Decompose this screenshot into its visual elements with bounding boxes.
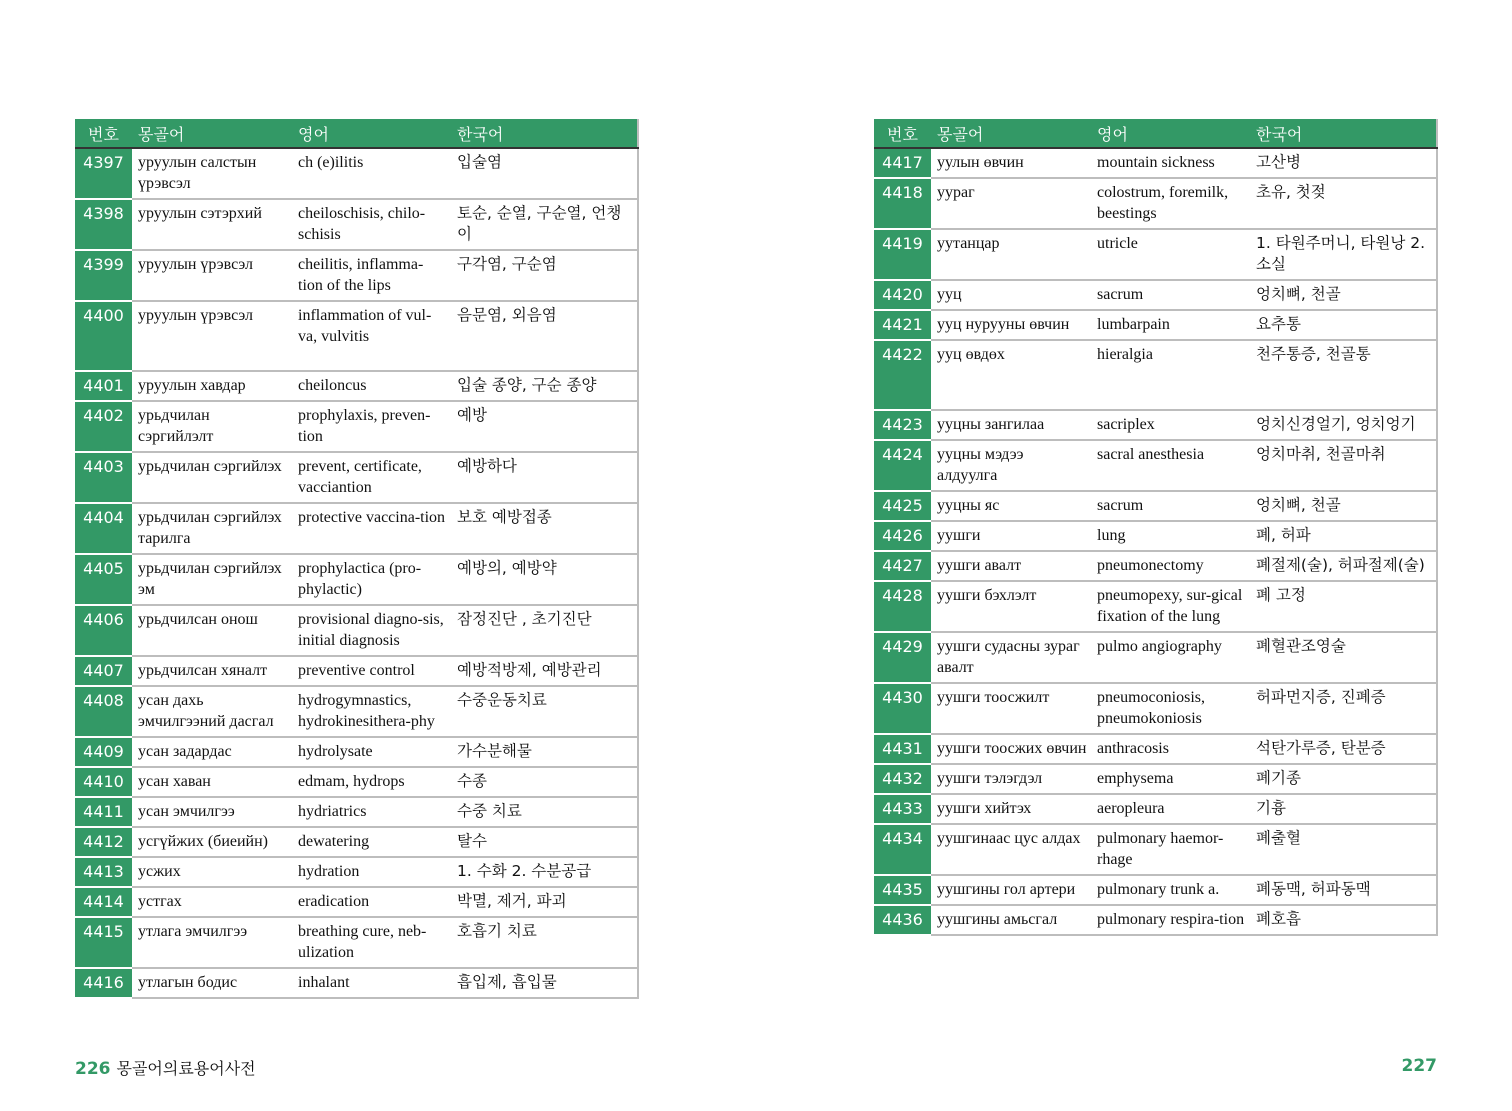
cell-number: 4433 <box>874 794 931 824</box>
cell-number: 4421 <box>874 310 931 340</box>
cell-mongolian: усжих <box>132 857 292 887</box>
cell-english: sacral anesthesia <box>1091 440 1250 491</box>
cell-number: 4428 <box>874 581 931 632</box>
cell-number: 4402 <box>75 401 132 452</box>
cell-number: 4417 <box>874 148 931 178</box>
table-row <box>75 737 638 767</box>
cell-korean: 수종 <box>451 767 638 797</box>
cell-mongolian: уушги <box>931 521 1091 551</box>
cell-english: utricle <box>1091 229 1250 280</box>
cell-english: lung <box>1091 521 1250 551</box>
cell-number: 4409 <box>75 737 132 767</box>
table-row <box>75 503 638 554</box>
cell-korean: 구각염, 구순염 <box>451 250 638 301</box>
cell-korean: 1. 수화 2. 수분공급 <box>451 857 638 887</box>
cell-korean: 엉치뼈, 천골 <box>1250 491 1437 521</box>
table-row <box>874 280 1437 310</box>
cell-number: 4429 <box>874 632 931 683</box>
cell-mongolian: уураг <box>931 178 1091 229</box>
cell-number: 4413 <box>75 857 132 887</box>
cell-mongolian: усан хаван <box>132 767 292 797</box>
cell-english: hydrolysate <box>292 737 451 767</box>
table-body-left <box>75 148 638 998</box>
cell-number: 4424 <box>874 440 931 491</box>
cell-number: 4426 <box>874 521 931 551</box>
cell-mongolian: урьдчилсан хяналт <box>132 656 292 686</box>
table-row <box>75 401 638 452</box>
cell-korean: 초유, 첫젖 <box>1250 178 1437 229</box>
cell-english: sacriplex <box>1091 410 1250 440</box>
cell-number: 4406 <box>75 605 132 656</box>
cell-korean: 1. 타원주머니, 타원낭 2. 소실 <box>1250 229 1437 280</box>
footer-left <box>75 1056 256 1079</box>
cell-number: 4422 <box>874 340 931 410</box>
cell-english: inhalant <box>292 968 451 998</box>
cell-korean: 가수분해물 <box>451 737 638 767</box>
cell-korean: 폐혈관조영술 <box>1250 632 1437 683</box>
cell-english: mountain sickness <box>1091 148 1250 178</box>
page-number-right: 227 <box>1401 1056 1437 1076</box>
table-row <box>75 968 638 998</box>
cell-mongolian: уруулын сэтэрхий <box>132 199 292 250</box>
book-title: 몽골어의료용어사전 <box>116 1059 256 1078</box>
cell-korean: 입술염 <box>451 148 638 199</box>
cell-korean: 허파먼지증, 진폐증 <box>1250 683 1437 734</box>
cell-english: inflammation of vul-va, vulvitis <box>292 301 451 371</box>
cell-english: eradication <box>292 887 451 917</box>
cell-english: sacrum <box>1091 280 1250 310</box>
header-english: 영어 <box>292 119 451 148</box>
cell-number: 4420 <box>874 280 931 310</box>
cell-english: hydriatrics <box>292 797 451 827</box>
cell-mongolian: уруулын хавдар <box>132 371 292 401</box>
cell-number: 4431 <box>874 734 931 764</box>
header-number: 번호 <box>75 119 132 148</box>
cell-english: cheilitis, inflamma-tion of the lips <box>292 250 451 301</box>
cell-english: protective vaccina-tion <box>292 503 451 554</box>
cell-mongolian: уутанцар <box>931 229 1091 280</box>
table-row <box>874 521 1437 551</box>
header-korean: 한국어 <box>451 119 638 148</box>
cell-korean: 토순, 순열, 구순열, 언챙이 <box>451 199 638 250</box>
cell-number: 4436 <box>874 905 931 935</box>
cell-mongolian: уруулын үрэвсэл <box>132 250 292 301</box>
cell-number: 4400 <box>75 301 132 371</box>
cell-mongolian: утлага эмчилгээ <box>132 917 292 968</box>
cell-mongolian: урьдчилан сэргийлэлт <box>132 401 292 452</box>
cell-korean: 석탄가루증, 탄분증 <box>1250 734 1437 764</box>
cell-korean: 박멸, 제거, 파괴 <box>451 887 638 917</box>
cell-mongolian: уушги хийтэх <box>931 794 1091 824</box>
cell-korean: 요추통 <box>1250 310 1437 340</box>
cell-korean: 폐출혈 <box>1250 824 1437 875</box>
cell-mongolian: ууцны мэдээ алдуулга <box>931 440 1091 491</box>
table-row <box>75 797 638 827</box>
cell-english: ch (e)ilitis <box>292 148 451 199</box>
cell-english: hieralgia <box>1091 340 1250 410</box>
header-korean: 한국어 <box>1250 119 1437 148</box>
cell-mongolian: уулын өвчин <box>931 148 1091 178</box>
cell-korean: 잠정진단 , 초기진단 <box>451 605 638 656</box>
cell-korean: 예방하다 <box>451 452 638 503</box>
table-row <box>75 301 638 371</box>
table-row <box>75 148 638 199</box>
cell-english: breathing cure, neb-ulization <box>292 917 451 968</box>
table-row <box>75 199 638 250</box>
cell-number: 4419 <box>874 229 931 280</box>
table-row <box>874 632 1437 683</box>
cell-english: cheiloncus <box>292 371 451 401</box>
table-row <box>874 551 1437 581</box>
cell-korean: 기흉 <box>1250 794 1437 824</box>
table-row <box>75 857 638 887</box>
table-row <box>75 452 638 503</box>
cell-mongolian: урьдчилан сэргийлэх <box>132 452 292 503</box>
table-row <box>874 683 1437 734</box>
cell-english: edmam, hydrops <box>292 767 451 797</box>
cell-number: 4430 <box>874 683 931 734</box>
cell-english: aeropleura <box>1091 794 1250 824</box>
cell-number: 4408 <box>75 686 132 737</box>
cell-number: 4435 <box>874 875 931 905</box>
header-mongolian: 몽골어 <box>931 119 1091 148</box>
table-row <box>874 340 1437 410</box>
cell-number: 4398 <box>75 199 132 250</box>
cell-number: 4432 <box>874 764 931 794</box>
cell-english: preventive control <box>292 656 451 686</box>
cell-korean: 폐호흡 <box>1250 905 1437 935</box>
cell-english: prevent, certificate, vacciantion <box>292 452 451 503</box>
cell-korean: 수중 치료 <box>451 797 638 827</box>
cell-english: pneumoconiosis, pneumokoniosis <box>1091 683 1250 734</box>
cell-number: 4403 <box>75 452 132 503</box>
cell-korean: 폐동맥, 허파동맥 <box>1250 875 1437 905</box>
cell-english: cheiloschisis, chilo-schisis <box>292 199 451 250</box>
cell-mongolian: уушгинаас цус алдах <box>931 824 1091 875</box>
cell-english: colostrum, foremilk, beestings <box>1091 178 1250 229</box>
header-english: 영어 <box>1091 119 1250 148</box>
cell-mongolian: уушги авалт <box>931 551 1091 581</box>
page-number-left: 226 <box>75 1059 111 1079</box>
cell-mongolian: ууцны яс <box>931 491 1091 521</box>
cell-korean: 엉치뼈, 천골 <box>1250 280 1437 310</box>
table-row <box>75 917 638 968</box>
cell-korean: 입술 종양, 구순 종양 <box>451 371 638 401</box>
cell-korean: 천주통증, 천골통 <box>1250 340 1437 410</box>
table-row <box>75 554 638 605</box>
cell-korean: 예방 <box>451 401 638 452</box>
table-row <box>874 410 1437 440</box>
table-row <box>874 148 1437 178</box>
cell-english: emphysema <box>1091 764 1250 794</box>
table-row <box>874 794 1437 824</box>
cell-number: 4415 <box>75 917 132 968</box>
cell-english: sacrum <box>1091 491 1250 521</box>
cell-number: 4416 <box>75 968 132 998</box>
table-header-row <box>874 119 1437 148</box>
cell-mongolian: усан эмчилгээ <box>132 797 292 827</box>
cell-english: anthracosis <box>1091 734 1250 764</box>
table-row <box>874 734 1437 764</box>
cell-korean: 탈수 <box>451 827 638 857</box>
table-row <box>874 824 1437 875</box>
cell-mongolian: уушги тэлэгдэл <box>931 764 1091 794</box>
cell-korean: 수중운동치료 <box>451 686 638 737</box>
cell-mongolian: усгүйжих (биеийн) <box>132 827 292 857</box>
cell-number: 4434 <box>874 824 931 875</box>
cell-number: 4427 <box>874 551 931 581</box>
cell-korean: 흡입제, 흡입물 <box>451 968 638 998</box>
cell-korean: 폐, 허파 <box>1250 521 1437 551</box>
cell-english: pulmo angiography <box>1091 632 1250 683</box>
table-row <box>75 686 638 737</box>
table-row <box>874 178 1437 229</box>
cell-number: 4405 <box>75 554 132 605</box>
cell-english: pulmonary respira-tion <box>1091 905 1250 935</box>
cell-mongolian: уруулын үрэвсэл <box>132 301 292 371</box>
cell-english: pneumopexy, sur-gical fixation of the lung <box>1091 581 1250 632</box>
cell-korean: 예방적방제, 예방관리 <box>451 656 638 686</box>
cell-english: prophylaxis, preven-tion <box>292 401 451 452</box>
table-row <box>874 875 1437 905</box>
table-row <box>874 581 1437 632</box>
table-row <box>874 905 1437 935</box>
cell-korean: 고산병 <box>1250 148 1437 178</box>
cell-mongolian: ууцны зангилаа <box>931 410 1091 440</box>
cell-mongolian: уушги бэхлэлт <box>931 581 1091 632</box>
cell-mongolian: уушгины амьсгал <box>931 905 1091 935</box>
cell-number: 4423 <box>874 410 931 440</box>
header-number: 번호 <box>874 119 931 148</box>
cell-mongolian: уушгины гол артери <box>931 875 1091 905</box>
cell-english: hydration <box>292 857 451 887</box>
cell-korean: 폐기종 <box>1250 764 1437 794</box>
cell-mongolian: уруулын салстын үрэвсэл <box>132 148 292 199</box>
dictionary-table-left <box>75 119 639 999</box>
table-row <box>75 827 638 857</box>
cell-korean: 음문염, 외음염 <box>451 301 638 371</box>
table-row <box>874 491 1437 521</box>
cell-number: 4401 <box>75 371 132 401</box>
cell-korean: 보호 예방접종 <box>451 503 638 554</box>
cell-mongolian: урьдчилан сэргийлэх тарилга <box>132 503 292 554</box>
cell-mongolian: ууц нурууны өвчин <box>931 310 1091 340</box>
cell-english: provisional diagno-sis, initial diagnosis <box>292 605 451 656</box>
table-header-row <box>75 119 638 148</box>
cell-mongolian: ууц өвдөх <box>931 340 1091 410</box>
table-row <box>874 310 1437 340</box>
table-row <box>874 764 1437 794</box>
cell-korean: 폐절제(술), 허파절제(술) <box>1250 551 1437 581</box>
cell-mongolian: утлагын бодис <box>132 968 292 998</box>
cell-number: 4404 <box>75 503 132 554</box>
cell-english: pulmonary haemor-rhage <box>1091 824 1250 875</box>
cell-number: 4425 <box>874 491 931 521</box>
cell-english: lumbarpain <box>1091 310 1250 340</box>
table-row <box>75 371 638 401</box>
cell-number: 4410 <box>75 767 132 797</box>
cell-english: prophylactica (pro-phylactic) <box>292 554 451 605</box>
cell-korean: 엉치마취, 천골마취 <box>1250 440 1437 491</box>
cell-number: 4397 <box>75 148 132 199</box>
cell-english: dewatering <box>292 827 451 857</box>
cell-english: pneumonectomy <box>1091 551 1250 581</box>
cell-mongolian: усан задардас <box>132 737 292 767</box>
cell-korean: 호흡기 치료 <box>451 917 638 968</box>
table-row <box>75 767 638 797</box>
table-row <box>75 887 638 917</box>
cell-korean: 폐 고정 <box>1250 581 1437 632</box>
cell-english: hydrogymnastics, hydrokinesithera-phy <box>292 686 451 737</box>
cell-mongolian: ууц <box>931 280 1091 310</box>
cell-mongolian: урьдчилсан онош <box>132 605 292 656</box>
cell-mongolian: уушги тоосжилт <box>931 683 1091 734</box>
cell-mongolian: усан дахь эмчилгээний дасгал <box>132 686 292 737</box>
table-row <box>874 229 1437 280</box>
cell-mongolian: уушги судасны зураг авалт <box>931 632 1091 683</box>
cell-number: 4418 <box>874 178 931 229</box>
header-mongolian: 몽골어 <box>132 119 292 148</box>
cell-number: 4412 <box>75 827 132 857</box>
cell-mongolian: устгах <box>132 887 292 917</box>
cell-mongolian: урьдчилан сэргийлэх эм <box>132 554 292 605</box>
cell-korean: 엉치신경얼기, 엉치엉기 <box>1250 410 1437 440</box>
dictionary-table-right <box>874 119 1438 936</box>
table-row <box>75 605 638 656</box>
cell-english: pulmonary trunk a. <box>1091 875 1250 905</box>
cell-korean: 예방의, 예방약 <box>451 554 638 605</box>
cell-number: 4411 <box>75 797 132 827</box>
cell-number: 4407 <box>75 656 132 686</box>
table-row <box>75 250 638 301</box>
table-body-right <box>874 148 1437 935</box>
cell-number: 4414 <box>75 887 132 917</box>
table-row <box>874 440 1437 491</box>
cell-number: 4399 <box>75 250 132 301</box>
cell-mongolian: уушги тоосжих өвчин <box>931 734 1091 764</box>
table-row <box>75 656 638 686</box>
